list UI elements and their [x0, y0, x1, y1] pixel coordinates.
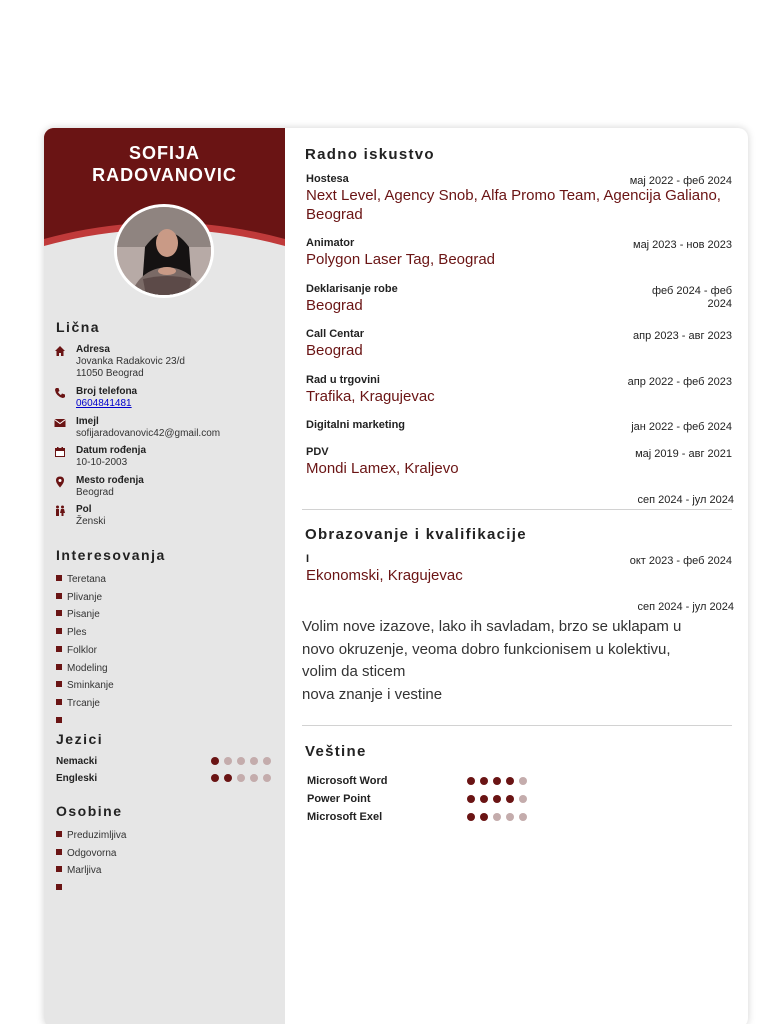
skills-section-title: Veštine [305, 743, 367, 760]
bullet-icon [56, 681, 62, 687]
divider [302, 725, 732, 726]
job-company: Polygon Laser Tag, Beograd [306, 251, 496, 268]
language-item [56, 756, 271, 767]
summary-line: volim da sticem [302, 663, 406, 680]
phone-link[interactable]: 0604841481 [76, 398, 132, 409]
level-dot [263, 757, 271, 765]
job-date: мај 2022 - феб 2024 [629, 175, 732, 187]
level-dot [211, 774, 219, 782]
bullet-icon [56, 646, 62, 652]
job-title: PDV [306, 446, 329, 458]
email-label: Imejl [76, 416, 99, 427]
skill-item [307, 793, 527, 805]
address-line-1: Jovanka Radakovic 23/d [76, 356, 185, 367]
calendar-icon [54, 446, 66, 458]
experience-section-title: Radno iskustvo [305, 146, 435, 163]
job-company: Trafika, Kragujevac [306, 388, 435, 405]
birthplace-label: Mesto rođenja [76, 475, 144, 486]
main-content [302, 128, 734, 1024]
interests-section-title: Interesovanja [56, 547, 166, 563]
mail-icon [54, 417, 66, 429]
job-entry [306, 446, 732, 478]
level-dot [467, 777, 475, 785]
job-title: Deklarisanje robe [306, 283, 398, 295]
level-dot [506, 813, 514, 821]
job-title: Hostesa [306, 173, 349, 185]
location-pin-icon [54, 476, 66, 488]
level-dot [519, 777, 527, 785]
level-dot [224, 757, 232, 765]
education-institution: Ekonomski, Kragujevac [306, 567, 463, 584]
job-date: феб 2024 - феб 2024 [652, 285, 732, 310]
personal-gender [54, 504, 274, 528]
skill-name: Microsoft Exel [307, 811, 383, 823]
phone-label: Broj telefona [76, 386, 138, 397]
education-date: окт 2023 - феб 2024 [629, 555, 732, 567]
interest-label: Pisanje [67, 609, 100, 621]
resume-card [44, 128, 748, 1024]
level-dot [480, 795, 488, 803]
gender-value: Ženski [76, 516, 106, 527]
interest-item [56, 663, 108, 675]
interest-label: Folklor [67, 644, 98, 656]
personal-address [54, 344, 274, 380]
gender-label: Pol [76, 504, 92, 515]
personal-email [54, 416, 274, 440]
traits-section-title: Osobine [56, 803, 123, 819]
bullet-icon [56, 699, 62, 705]
language-name: Engleski [56, 773, 98, 784]
interest-label: Sminkanje [67, 680, 114, 692]
level-dot [493, 813, 501, 821]
summary-line: novo okruzenje, veoma dobro funkcionisem u kolektivu, [302, 640, 671, 658]
interest-item [56, 698, 100, 710]
summary-line: Volim nove izazove, lako ih savladam, brzo se uklapam u [302, 618, 682, 635]
level-dot [250, 757, 258, 765]
job-company: Beograd [306, 297, 363, 314]
address-line-2: 11050 Beograd [76, 368, 144, 379]
job-entry [306, 173, 732, 224]
job-entry [306, 328, 732, 360]
address-label: Adresa [76, 344, 110, 355]
interest-label: Teretana [67, 574, 106, 585]
level-dot [493, 795, 501, 803]
candidate-name [44, 142, 285, 186]
level-dot [506, 777, 514, 785]
level-dot [493, 777, 501, 785]
bullet-icon [56, 593, 62, 599]
bullet-icon [56, 717, 62, 723]
level-dot [519, 795, 527, 803]
job-company: Beograd [306, 342, 363, 359]
birthdate-label: Datum rođenja [76, 445, 147, 456]
job-title: Rad u trgovini [306, 374, 380, 386]
job-entry [306, 237, 732, 269]
bullet-icon [56, 884, 62, 890]
level-dot [506, 795, 514, 803]
bullet-icon [56, 664, 62, 670]
job-entry [306, 419, 732, 432]
level-dot [519, 813, 527, 821]
sidebar [44, 128, 285, 1024]
level-dots [206, 774, 271, 785]
level-dot [480, 813, 488, 821]
education-section-title: Obrazovanje i kvalifikacije [305, 526, 527, 543]
interest-item [56, 645, 97, 657]
language-item [56, 773, 271, 784]
trait-label: Preduzimljiva [67, 830, 127, 841]
personal-birthplace [54, 475, 274, 499]
job-date: апр 2022 - феб 2023 [627, 376, 732, 388]
bullet-icon [56, 575, 62, 581]
level-dot [467, 813, 475, 821]
education-extra-date: сеп 2024 - јул 2024 [637, 601, 734, 613]
personal-birthdate [54, 445, 274, 469]
level-dot [237, 774, 245, 782]
birthdate-value: 10-10-2003 [76, 457, 128, 468]
summary-text [302, 616, 722, 706]
bullet-icon [56, 849, 62, 855]
interest-item [56, 716, 67, 728]
job-company: Next Level, Agency Snob, Alfa Promo Team, Agencija Galiano, Beograd [306, 187, 721, 223]
interest-item [56, 627, 86, 639]
home-icon [54, 345, 66, 357]
experience-extra-date: сеп 2024 - јул 2024 [637, 494, 734, 506]
bullet-icon [56, 610, 62, 616]
personal-phone [54, 386, 274, 410]
trait-item [56, 865, 101, 877]
gender-icon [54, 505, 66, 517]
birthplace-value: Beograd [76, 487, 114, 498]
bullet-icon [56, 866, 62, 872]
interest-label: Ples [67, 627, 87, 639]
skill-name: Power Point [307, 793, 371, 805]
interest-item [56, 680, 114, 692]
first-name: SOFIJA [128, 143, 200, 163]
email-value: sofijaradovanovic42@gmail.com [76, 428, 221, 439]
trait-item [56, 883, 67, 895]
trait-label: Odgovorna [67, 847, 117, 859]
profile-photo [114, 204, 214, 298]
interest-label: Trcanje [67, 697, 100, 709]
language-name: Nemacki [56, 756, 98, 767]
job-date: мај 2023 - нов 2023 [633, 239, 732, 251]
level-dot [263, 774, 271, 782]
job-entry [306, 374, 732, 406]
trait-item [56, 848, 116, 860]
skill-item [307, 811, 527, 823]
trait-item [56, 830, 126, 842]
interest-item [56, 609, 100, 621]
level-dots [462, 794, 527, 806]
level-dot [224, 774, 232, 782]
level-dots [206, 757, 271, 768]
job-date: мај 2019 - авг 2021 [635, 448, 732, 460]
education-entry [306, 553, 732, 585]
level-dot [250, 774, 258, 782]
job-entry [306, 283, 732, 315]
skill-item [307, 775, 527, 787]
level-dot [237, 757, 245, 765]
level-dot [480, 777, 488, 785]
summary-line: nova znanje i vestine [302, 685, 443, 703]
job-date: апр 2023 - авг 2023 [633, 330, 732, 342]
languages-section-title: Jezici [56, 731, 104, 747]
trait-label: Marljiva [67, 865, 102, 877]
job-title: Call Centar [306, 328, 365, 340]
divider [302, 509, 732, 510]
level-dot [211, 757, 219, 765]
education-title: I [306, 553, 310, 565]
phone-icon [54, 387, 66, 399]
interest-label: Modeling [67, 662, 108, 674]
level-dots [462, 812, 527, 824]
job-company: Mondi Lamex, Kraljevo [306, 460, 459, 477]
interest-label: Plivanje [67, 591, 103, 603]
interest-item [56, 574, 106, 586]
job-title: Animator [306, 237, 355, 249]
job-title: Digitalni marketing [306, 419, 406, 431]
personal-section-title: Lična [56, 319, 101, 335]
last-name: RADOVANOVIC [92, 165, 237, 185]
bullet-icon [56, 831, 62, 837]
job-date: јан 2022 - феб 2024 [631, 421, 732, 433]
interest-item [56, 592, 102, 604]
skill-name: Microsoft Word [307, 775, 388, 787]
level-dots [462, 776, 527, 788]
bullet-icon [56, 628, 62, 634]
level-dot [467, 795, 475, 803]
